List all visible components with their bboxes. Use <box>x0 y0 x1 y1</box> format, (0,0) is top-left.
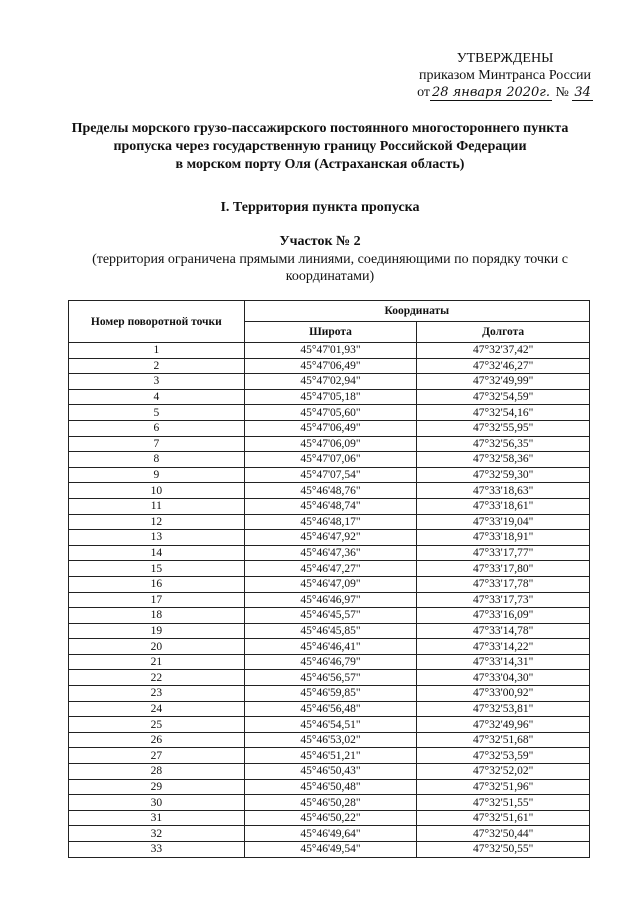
point-number: 25 <box>69 717 245 733</box>
longitude-value: 47°32'51,55" <box>417 795 590 811</box>
table-row <box>69 358 590 374</box>
longitude-value: 47°32'46,27" <box>417 358 590 374</box>
longitude-value: 47°33'14,31" <box>417 654 590 670</box>
longitude-value: 47°32'59,30" <box>417 467 590 483</box>
table-row <box>69 686 590 702</box>
point-number: 12 <box>69 514 245 530</box>
header-longitude: Долгота <box>417 322 590 343</box>
point-number: 10 <box>69 483 245 499</box>
approval-date-line <box>390 84 620 101</box>
latitude-value: 45°46'47,27" <box>244 561 417 577</box>
latitude-value: 45°46'56,48" <box>244 701 417 717</box>
latitude-value: 45°46'46,79" <box>244 654 417 670</box>
table-row <box>69 436 590 452</box>
latitude-value: 45°46'45,85" <box>244 623 417 639</box>
point-number: 11 <box>69 498 245 514</box>
table-row <box>69 670 590 686</box>
longitude-value: 47°32'51,61" <box>417 810 590 826</box>
table-row <box>69 701 590 717</box>
point-number: 17 <box>69 592 245 608</box>
point-number: 13 <box>69 530 245 546</box>
title-line-3: в морском порту Оля (Астраханская область) <box>175 157 465 172</box>
longitude-value: 47°32'51,96" <box>417 779 590 795</box>
longitude-value: 47°32'53,59" <box>417 748 590 764</box>
longitude-value: 47°32'54,16" <box>417 405 590 421</box>
title-line-2: пропуска через государственную границу Российской Федерации <box>113 139 527 154</box>
approval-order: приказом Минтранса России <box>418 68 592 83</box>
section-heading: I. Территория пункта пропуска <box>220 200 420 215</box>
table-row <box>69 514 590 530</box>
table-row <box>69 779 590 795</box>
latitude-value: 45°47'06,09" <box>244 436 417 452</box>
table-row <box>69 530 590 546</box>
approval-heading: УТВЕРЖДЕНЫ <box>456 51 554 66</box>
latitude-value: 45°46'46,41" <box>244 639 417 655</box>
latitude-value: 45°47'06,49" <box>244 358 417 374</box>
latitude-value: 45°46'54,51" <box>244 717 417 733</box>
table-row <box>69 374 590 390</box>
longitude-value: 47°32'50,55" <box>417 842 590 858</box>
table-row <box>69 732 590 748</box>
point-number: 18 <box>69 608 245 624</box>
table-row <box>69 623 590 639</box>
point-number: 1 <box>69 343 245 359</box>
point-number: 8 <box>69 452 245 468</box>
table-row <box>69 810 590 826</box>
latitude-value: 45°46'48,74" <box>244 498 417 514</box>
point-number: 21 <box>69 654 245 670</box>
longitude-value: 47°33'14,22" <box>417 639 590 655</box>
longitude-value: 47°33'19,04" <box>417 514 590 530</box>
point-number: 2 <box>69 358 245 374</box>
latitude-value: 45°46'45,57" <box>244 608 417 624</box>
table-row <box>69 717 590 733</box>
table-row <box>69 639 590 655</box>
latitude-value: 45°46'59,85" <box>244 686 417 702</box>
table-row <box>69 467 590 483</box>
longitude-value: 47°32'50,44" <box>417 826 590 842</box>
handwritten-number: 34 <box>574 85 591 100</box>
longitude-value: 47°33'14,78" <box>417 623 590 639</box>
point-number: 15 <box>69 561 245 577</box>
longitude-value: 47°33'16,09" <box>417 608 590 624</box>
table-row <box>69 405 590 421</box>
table-row <box>69 420 590 436</box>
longitude-value: 47°33'17,80" <box>417 561 590 577</box>
point-number: 7 <box>69 436 245 452</box>
table-row <box>69 608 590 624</box>
longitude-value: 47°33'17,73" <box>417 592 590 608</box>
table-row <box>69 654 590 670</box>
number-prefix: № <box>555 85 569 100</box>
table-row <box>69 452 590 468</box>
longitude-value: 47°32'56,35" <box>417 436 590 452</box>
table-row <box>69 498 590 514</box>
header-point-number: Номер поворотной точки <box>69 301 245 343</box>
point-number: 33 <box>69 842 245 858</box>
table-row <box>69 483 590 499</box>
point-number: 9 <box>69 467 245 483</box>
point-number: 14 <box>69 545 245 561</box>
table-row <box>69 748 590 764</box>
table-row <box>69 592 590 608</box>
coordinates-table <box>68 300 590 858</box>
longitude-value: 47°32'55,95" <box>417 420 590 436</box>
table-row <box>69 576 590 592</box>
longitude-value: 47°33'18,61" <box>417 498 590 514</box>
point-number: 31 <box>69 810 245 826</box>
longitude-value: 47°32'54,59" <box>417 389 590 405</box>
point-number: 16 <box>69 576 245 592</box>
point-number: 22 <box>69 670 245 686</box>
point-number: 19 <box>69 623 245 639</box>
longitude-value: 47°33'17,78" <box>417 576 590 592</box>
title-line-1: Пределы морского грузо-пассажирского постоянного многостороннего пункта <box>71 121 569 136</box>
longitude-value: 47°33'00,92" <box>417 686 590 702</box>
latitude-value: 45°46'56,57" <box>244 670 417 686</box>
latitude-value: 45°47'07,54" <box>244 467 417 483</box>
longitude-value: 47°33'17,77" <box>417 545 590 561</box>
longitude-value: 47°32'49,96" <box>417 717 590 733</box>
point-number: 27 <box>69 748 245 764</box>
longitude-value: 47°33'18,63" <box>417 483 590 499</box>
table-body <box>69 343 590 858</box>
latitude-value: 45°47'05,60" <box>244 405 417 421</box>
handwritten-date: 28 января 2020г. <box>432 85 551 100</box>
point-number: 28 <box>69 764 245 780</box>
document-title <box>40 120 600 174</box>
point-number: 23 <box>69 686 245 702</box>
latitude-value: 45°46'51,21" <box>244 748 417 764</box>
table-row <box>69 795 590 811</box>
table-row <box>69 343 590 359</box>
table-row <box>69 389 590 405</box>
latitude-value: 45°46'47,36" <box>244 545 417 561</box>
latitude-value: 45°46'46,97" <box>244 592 417 608</box>
latitude-value: 45°46'50,22" <box>244 810 417 826</box>
latitude-value: 45°47'01,93" <box>244 343 417 359</box>
longitude-value: 47°33'04,30" <box>417 670 590 686</box>
point-number: 24 <box>69 701 245 717</box>
point-number: 30 <box>69 795 245 811</box>
longitude-value: 47°33'18,91" <box>417 530 590 546</box>
longitude-value: 47°32'51,68" <box>417 732 590 748</box>
latitude-value: 45°47'07,06" <box>244 452 417 468</box>
table-row <box>69 764 590 780</box>
point-number: 4 <box>69 389 245 405</box>
point-number: 20 <box>69 639 245 655</box>
latitude-value: 45°46'47,92" <box>244 530 417 546</box>
latitude-value: 45°46'49,54" <box>244 842 417 858</box>
latitude-value: 45°46'48,17" <box>244 514 417 530</box>
latitude-value: 45°47'05,18" <box>244 389 417 405</box>
longitude-value: 47°32'58,36" <box>417 452 590 468</box>
latitude-value: 45°47'02,94" <box>244 374 417 390</box>
latitude-value: 45°46'49,64" <box>244 826 417 842</box>
latitude-value: 45°46'50,28" <box>244 795 417 811</box>
longitude-value: 47°32'53,81" <box>417 701 590 717</box>
point-number: 32 <box>69 826 245 842</box>
point-number: 6 <box>69 420 245 436</box>
point-number: 29 <box>69 779 245 795</box>
longitude-value: 47°32'49,99" <box>417 374 590 390</box>
longitude-value: 47°32'37,42" <box>417 343 590 359</box>
plot-note: (территория ограничена прямыми линиями, соединяющими по порядку точки с координатами) <box>92 252 568 284</box>
latitude-value: 45°46'50,48" <box>244 779 417 795</box>
header-coordinates: Координаты <box>244 301 589 322</box>
approval-block <box>390 50 620 101</box>
point-number: 5 <box>69 405 245 421</box>
point-number: 3 <box>69 374 245 390</box>
longitude-value: 47°32'52,02" <box>417 764 590 780</box>
point-number: 26 <box>69 732 245 748</box>
latitude-value: 45°46'53,02" <box>244 732 417 748</box>
latitude-value: 45°46'47,09" <box>244 576 417 592</box>
date-prefix: от <box>417 85 430 100</box>
latitude-value: 45°46'50,43" <box>244 764 417 780</box>
plot-heading: Участок № 2 <box>279 234 361 249</box>
header-latitude: Широта <box>244 322 417 343</box>
table-row <box>69 826 590 842</box>
table-row <box>69 842 590 858</box>
latitude-value: 45°47'06,49" <box>244 420 417 436</box>
table-row <box>69 561 590 577</box>
table-row <box>69 545 590 561</box>
latitude-value: 45°46'48,76" <box>244 483 417 499</box>
